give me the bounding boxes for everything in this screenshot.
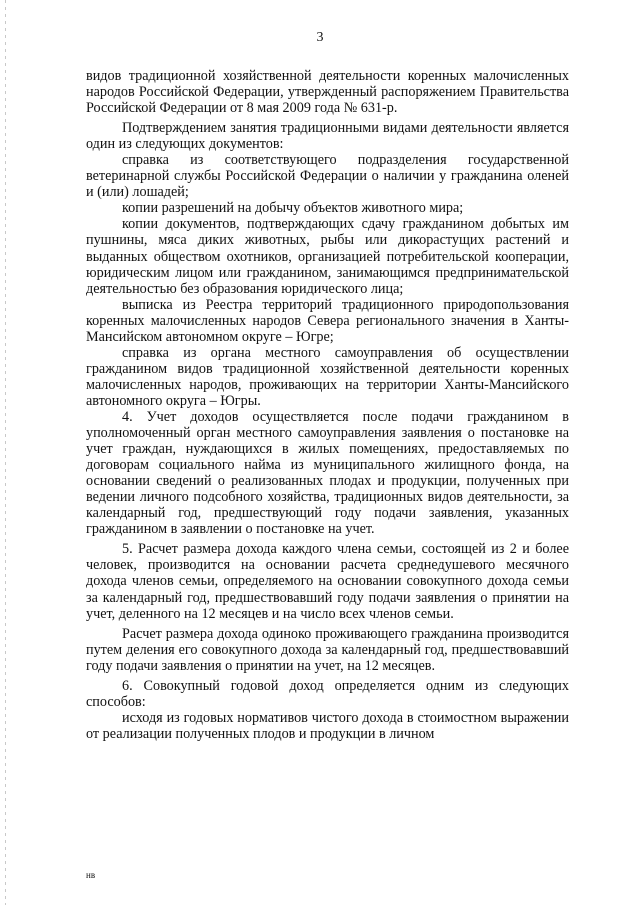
paragraph-4: копии разрешений на добычу объектов животного мира; xyxy=(122,200,464,217)
scan-edge xyxy=(5,0,6,905)
paragraph-8: 4. Учет доходов осуществляется после подачи гражданином в уполномоченный орган местного самоуправления заявления о постановке на учет граждан, нуждающихся в жилых помещениях, предоставляемых по договорам социального найма из муниципального жилищного фонда, на основании сведений о реализованных плодах и продукции, полученных при ведении личного подсобного хозяйства, традиционных видов деятельности, за календарный год, предшествующий году подачи заявления, указанных гражданином в заявлении о постановке на учет. xyxy=(86,408,569,538)
document-body xyxy=(86,68,569,742)
paragraph-9: 5. Расчет размера дохода каждого члена семьи, состоящей из 2 и более человек, производится на основании расчета среднедушевого месячного дохода членов семьи, определяемого на основании совокупного дохода семьи за календарный год, предшествовавший году подачи заявления о принятии на учет, деленного на 12 месяцев и на число всех членов семьи. xyxy=(86,541,569,622)
footer-mark: нв xyxy=(86,870,96,880)
paragraph-3: справка из соответствующего подразделения государственной ветеринарной службы Российской Федерации о наличии у гражданина оленей и (или) лошадей; xyxy=(86,152,569,201)
paragraph-12: исходя из годовых нормативов чистого дохода в стоимостном выражении от реализации полученных плодов и продукции в личном xyxy=(86,709,569,742)
paragraph-5: копии документов, подтверждающих сдачу гражданином добытых им пушнины, мяса диких животных, рыбы или дикорастущих растений и выданных обществом охотников, организацией потребительской кооперации, юридическим лицом или гражданином, занимающимся предпринимательской деятельностью без образования юридического лица; xyxy=(86,216,569,297)
page-number: 3 xyxy=(316,30,324,45)
paragraph-10: Расчет размера дохода одиноко проживающего гражданина производится путем деления его совокупного дохода за календарный год, предшествовавший году подачи заявления о принятии на учет, на 12 месяцев. xyxy=(86,625,569,674)
paragraph-7: справка из органа местного самоуправления об осуществлении гражданином видов традиционной хозяйственной деятельности коренных малочисленных народов, проживающих на территории Ханты-Мансийского автономного округа – Югры. xyxy=(86,344,569,409)
paragraph-1: видов традиционной хозяйственной деятельности коренных малочисленных народов Российской Федерации, утвержденный распоряжением Правительства Российской Федерации от 8 мая 2009 года № 631-р. xyxy=(86,68,569,117)
paragraph-6: выписка из Реестра территорий традиционного природопользования коренных малочисленных народов Севера регионального значения в Ханты-Мансийском автономном округе – Югре; xyxy=(86,296,569,345)
paragraph-11: 6. Совокупный годовой доход определяется одним из следующих способов: xyxy=(86,677,569,710)
paragraph-2: Подтверждением занятия традиционными видами деятельности является один из следующих документов: xyxy=(86,120,569,153)
